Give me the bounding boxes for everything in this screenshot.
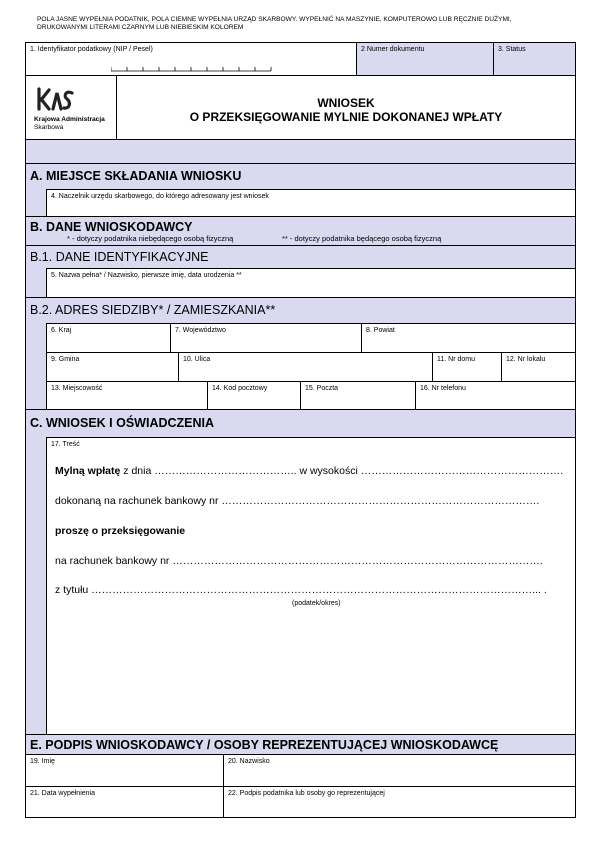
field-4-naczelnik[interactable] <box>46 189 575 216</box>
field-7-wojewodztwo[interactable] <box>170 323 361 352</box>
field-15-label: 15. Poczta <box>305 385 339 392</box>
field-13-label: 13. Miejscowość <box>51 385 103 392</box>
field-14-label: 14. Kod pocztowy <box>212 385 268 392</box>
section-b-heading: B. DANE WNIOSKODAWCY <box>30 220 193 234</box>
field-14-kod-pocztowy[interactable] <box>207 381 300 409</box>
field-6-label: 6. Kraj <box>51 327 72 334</box>
field-16-nr-telefonu[interactable] <box>415 381 575 409</box>
field-17-tresc[interactable] <box>46 437 575 734</box>
field-doc-number <box>357 43 494 75</box>
field-nip-label: 1. Identyfikator podatkowy (NIP / Pesel) <box>30 46 153 53</box>
divider <box>26 734 575 735</box>
tresc-line-5-note: (podatek/okres) <box>292 600 341 607</box>
field-11-label: 11. Nr domu <box>437 356 475 363</box>
divider <box>26 245 575 246</box>
field-22-label: 22. Podpis podatnika lub osoby go reprezentującej <box>228 790 385 797</box>
tresc-line-1-text: z dnia ………………………………….. w wysokości …………………………………………………. <box>120 465 564 477</box>
field-12-nr-lokalu[interactable] <box>501 352 575 381</box>
field-21-data-wypelnienia[interactable] <box>26 786 223 817</box>
field-status <box>494 43 575 75</box>
field-11-nr-domu[interactable] <box>432 352 501 381</box>
field-10-label: 10. Ulica <box>183 356 211 363</box>
logo-box <box>26 75 117 140</box>
field-15-poczta[interactable] <box>300 381 415 409</box>
field-4-label: 4. Naczelnik urzędu skarbowego, do którego adresowany jest wniosek <box>51 193 269 200</box>
field-19-imie[interactable] <box>26 754 223 786</box>
field-5-label: 5. Nazwa pełna* / Nazwisko, pierwsze imię, data urodzenia ** <box>51 272 242 279</box>
divider <box>26 409 575 410</box>
section-b2-heading: B.2. ADRES SIEDZIBY* / ZAMIESZKANIA** <box>30 303 276 317</box>
tresc-line-1-bold: Mylną wpłatę <box>55 465 121 477</box>
title-line1: WNIOSEK <box>317 96 375 110</box>
field-8-label: 8. Powiat <box>366 327 395 334</box>
header-note: POLA JASNE WYPEŁNIA PODATNIK, POLA CIEMNE WYPEŁNIA URZĄD SKARBOWY. WYPEŁNIĆ NA MASZYNIE, KOMPUTEROWO LUB RĘCZNIE DUŻYMI, DRUKOWANYMI LITERAMI CZARNYM LUB NIEBIESKIM KOLOREM <box>37 16 512 31</box>
field-8-powiat[interactable] <box>361 323 575 352</box>
tresc-line-1 <box>55 465 563 477</box>
field-nip[interactable] <box>26 43 357 75</box>
nip-comb <box>111 63 281 73</box>
field-16-label: 16. Nr telefonu <box>420 385 466 392</box>
section-e-heading: E. PODPIS WNIOSKODAWCY / OSOBY REPREZENTUJĄCEJ WNIOSKODAWCĘ <box>30 738 499 752</box>
tresc-line-2: dokonaną na rachunek bankowy nr ………………………………………………………………………………. <box>55 495 540 507</box>
field-9-gmina[interactable] <box>46 352 178 381</box>
section-c-heading: C. WNIOSEK I OŚWIADCZENIA <box>30 416 215 430</box>
logo-line2: Skarbowa <box>34 124 64 131</box>
field-20-label: 20. Nazwisko <box>228 758 270 765</box>
divider <box>26 163 575 164</box>
field-6-kraj[interactable] <box>46 323 170 352</box>
field-21-label: 21. Data wypełnienia <box>30 790 95 797</box>
tresc-line-5: z tytułu ………………………………………………………………………………………………………………... . <box>55 584 547 596</box>
field-9-label: 9. Gmina <box>51 356 80 363</box>
tresc-line-4: na rachunek bankowy nr ……………………………………………………………………………………………. <box>55 555 543 567</box>
field-17-label: 17. Treść <box>51 441 80 448</box>
divider <box>26 216 575 217</box>
field-20-nazwisko[interactable] <box>223 754 575 786</box>
field-doc-number-label: 2 Numer dokumentu <box>361 46 425 53</box>
field-5-nazwa[interactable] <box>46 268 575 297</box>
title-box <box>117 75 575 140</box>
logo-line1: Krajowa Administracja <box>34 116 105 123</box>
field-10-ulica[interactable] <box>178 352 432 381</box>
field-19-label: 19. Imię <box>30 758 55 765</box>
field-22-podpis[interactable] <box>223 786 575 817</box>
section-b-note2: ** - dotyczy podatnika będącego osobą fizyczną <box>282 234 442 243</box>
kas-logo-icon <box>35 87 75 113</box>
field-7-label: 7. Województwo <box>175 327 226 334</box>
section-b1-heading: B.1. DANE IDENTYFIKACYJNE <box>30 250 209 264</box>
field-13-miejscowosc[interactable] <box>46 381 207 409</box>
section-a-heading: A. MIEJSCE SKŁADANIA WNIOSKU <box>30 169 242 183</box>
title-line2: O PRZEKSIĘGOWANIE MYLNIE DOKONANEJ WPŁATY <box>189 110 503 124</box>
tresc-line-3: proszę o przeksięgowanie <box>55 525 186 537</box>
section-b-note1: * - dotyczy podatnika niebędącego osobą fizyczną <box>67 234 234 243</box>
field-12-label: 12. Nr lokalu <box>506 356 546 363</box>
divider <box>26 297 575 298</box>
field-status-label: 3. Status <box>498 46 526 53</box>
